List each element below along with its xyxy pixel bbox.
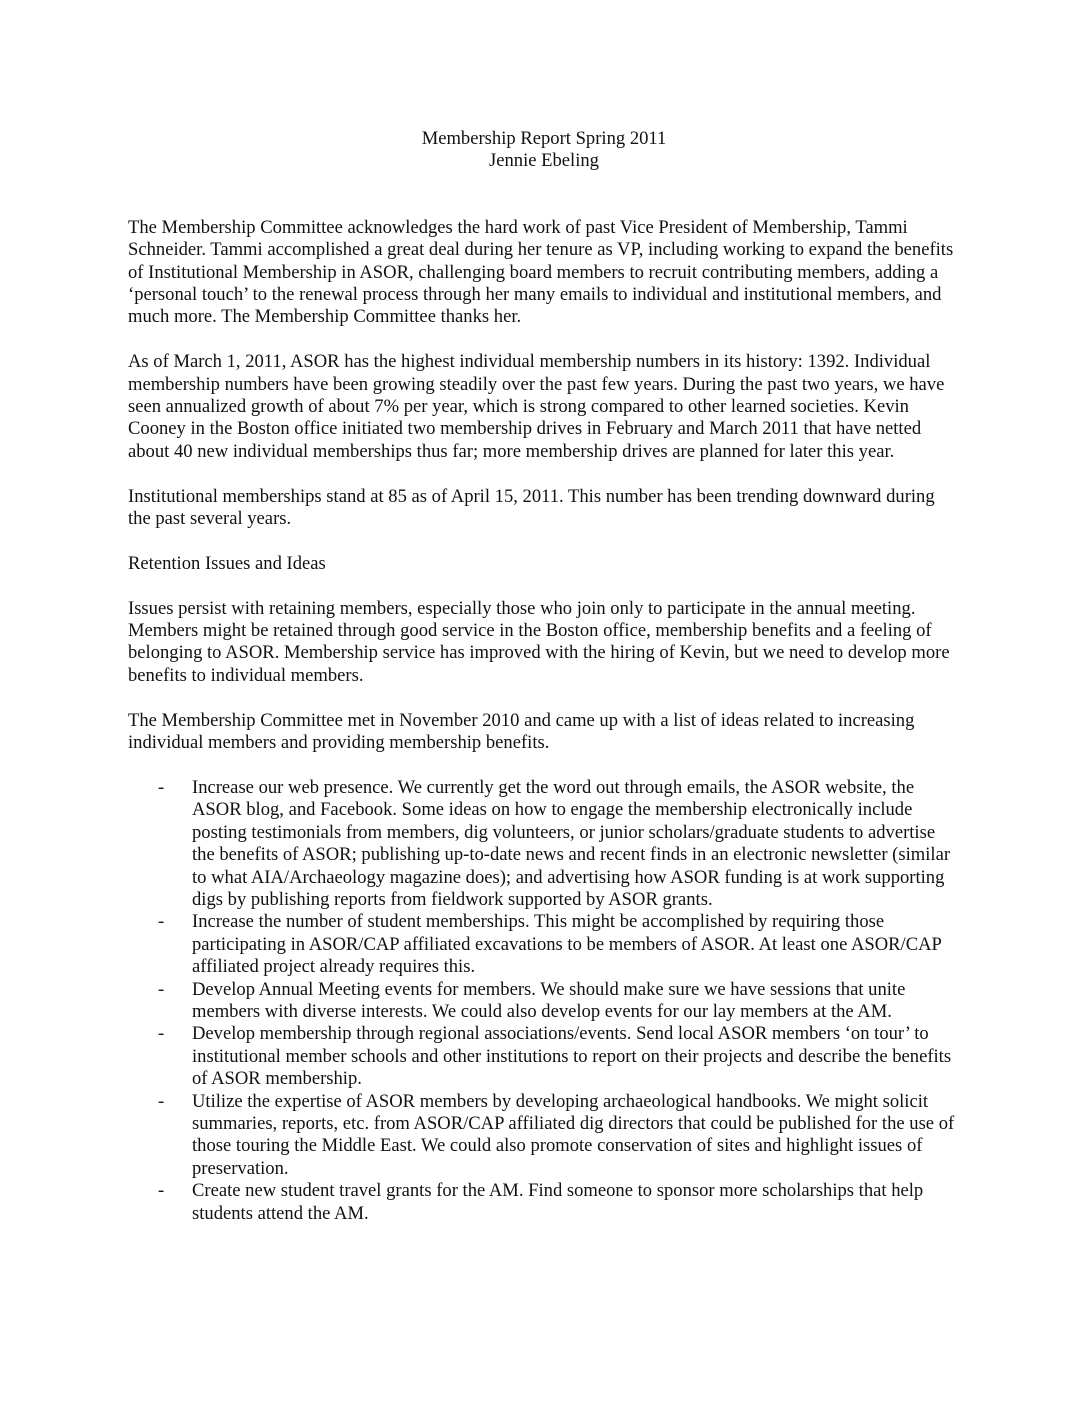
paragraph-retention-issues: Issues persist with retaining members, especially those who join only to participate in the annual meeting. Members might be retained through good service in the Boston office, membership benefits and a feeling of belonging to ASOR. Membership service has improved with the hiring of Kevin, but we need to develop more benefits to individual members.: [128, 597, 950, 686]
bullet-marker: -: [158, 978, 165, 1000]
list-item-text: Develop Annual Meeting events for members. We should make sure we have sessions that unite members with diverse interests. We could also develop events for our lay members at the AM.: [192, 978, 906, 1022]
document-author: Jennie Ebeling: [489, 150, 599, 172]
list-item: [128, 777, 960, 911]
list-item-text: Increase our web presence. We currently get the word out through emails, the ASOR website, the ASOR blog, and Facebook. Some ideas on how to engage the membership electronically include posting testimonials from members, dig volunteers, or junior scholars/graduate students to advertise the benefits of ASOR; publishing up-to-date news and recent finds in an electronic newsletter (similar to what AIA/Archaeology magazine does); and advertising how ASOR funding is at work supporting digs by publishing reports from fieldwork supported by ASOR grants.: [192, 776, 951, 910]
paragraph-acknowledgement: The Membership Committee acknowledges the hard work of past Vice President of Membership, Tammi Schneider. Tammi accomplished a great deal during her tenure as VP, including working to expand the benefits of Institutional Membership in ASOR, challenging board members to recruit contributing members, adding a ‘personal touch’ to the renewal process through her many emails to individual and institutional members, and much more. The Membership Committee thanks her.: [128, 216, 954, 328]
list-item: [128, 1180, 960, 1225]
list-item: [128, 1023, 960, 1090]
document-page: [128, 128, 960, 1225]
bullet-marker: -: [158, 1023, 165, 1045]
paragraph-institutional-membership: Institutional memberships stand at 85 as of April 15, 2011. This number has been trending downward during the past several years.: [128, 485, 935, 530]
list-item-text: Create new student travel grants for the AM. Find someone to sponsor more scholarships that help students attend the AM.: [192, 1180, 924, 1224]
list-item: [128, 979, 960, 1024]
list-item-text: Develop membership through regional associations/events. Send local ASOR members ‘on tour’ to institutional member schools and other institutions to report on their projects and describe the benefits of ASOR membership.: [192, 1023, 952, 1090]
paragraph-individual-membership: As of March 1, 2011, ASOR has the highest individual membership numbers in its history: 1392. Individual membership numbers have been growing steadily over the past few years. During the past two years, we have seen annualized growth of about 7% per year, which is strong compared to other learned societies. Kevin Cooney in the Boston office initiated two membership drives in February and March 2011 that have netted about 40 new individual memberships thus far; more membership drives are planned for later this year.: [128, 351, 945, 462]
list-item: [128, 1091, 960, 1181]
list-item-text: Increase the number of student memberships. This might be accomplished by requiring those participating in ASOR/CAP affiliated excavations to be members of ASOR. At least one ASOR/CAP affiliated project already requires this.: [192, 911, 942, 978]
document-title: Membership Report Spring 2011: [421, 128, 667, 149]
section-heading: Retention Issues and Ideas: [128, 552, 326, 574]
bullet-marker: -: [158, 911, 165, 933]
title-block: [128, 128, 960, 173]
paragraph-committee-ideas: The Membership Committee met in November 2010 and came up with a list of ideas related to increasing individual members and providing membership benefits.: [128, 709, 915, 754]
bullet-marker: -: [158, 1090, 165, 1112]
list-item: [128, 911, 960, 978]
ideas-list: [128, 777, 960, 1225]
bullet-marker: -: [158, 776, 165, 798]
bullet-marker: -: [158, 1180, 165, 1202]
list-item-text: Utilize the expertise of ASOR members by developing archaeological handbooks. We might solicit summaries, reports, etc. from ASOR/CAP affiliated dig directors that could be published for the use of those touring the Middle East. We could also promote conservation of sites and highlight issues of preservation.: [192, 1090, 955, 1179]
